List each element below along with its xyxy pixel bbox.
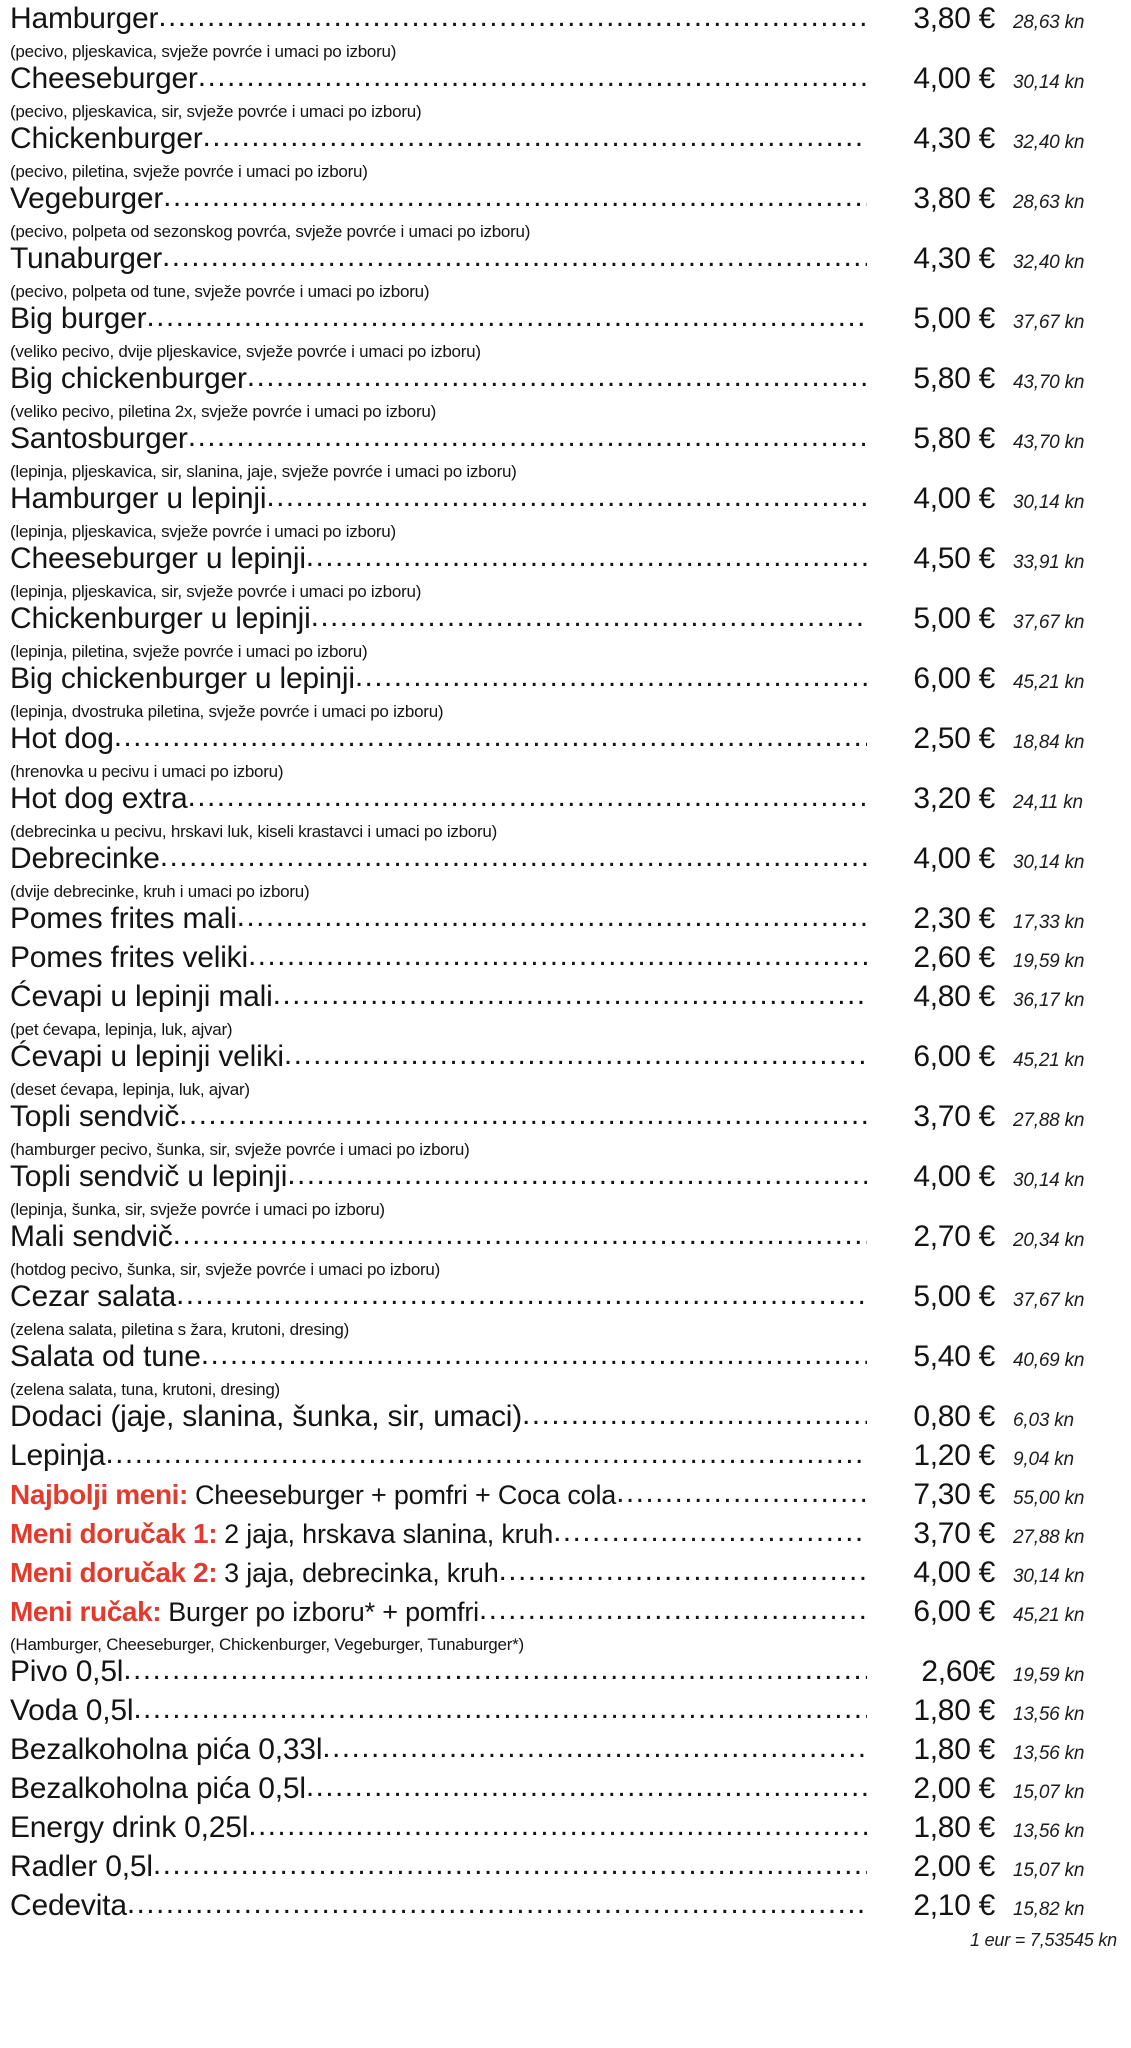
- menu-item-name: Energy drink 0,25l: [10, 1811, 249, 1844]
- menu-item-name-group: [10, 2, 867, 36]
- menu-item-description: (veliko pecivo, piletina 2x, svježe povrće i umaci po izboru): [10, 402, 437, 421]
- menu-item-name-group: [10, 122, 867, 156]
- menu-item-name-group: [10, 1694, 867, 1728]
- menu-item-name: Radler 0,5l: [10, 1850, 153, 1883]
- menu-item-row: [10, 122, 1123, 161]
- menu-item-price-kn: 13,56 kn: [1013, 1704, 1085, 1725]
- menu-item-row: [10, 362, 1123, 401]
- leader-dots: [162, 242, 867, 272]
- menu-item-name: 3 jaja, debrecinka, kruh: [224, 1558, 499, 1588]
- leader-dots: [499, 1557, 867, 1586]
- menu-item-name: Dodaci (jaje, slanina, šunka, sir, umaci): [10, 1400, 523, 1433]
- menu-item-name-group: [10, 1811, 867, 1845]
- menu-item-price-eur: 6,00 €: [913, 662, 995, 695]
- menu-item-price-eur: 4,00 €: [913, 1160, 995, 1193]
- menu-item-description: (hotdog pecivo, šunka, sir, svježe povrće i umaci po izboru): [10, 1260, 441, 1279]
- menu-item-price-kn: 30,14 kn: [1013, 72, 1085, 93]
- leader-dots: [355, 662, 867, 692]
- menu-item-description: (zelena salata, tuna, krutoni, dresing): [10, 1380, 280, 1399]
- leader-dots: [247, 362, 867, 392]
- leader-dots: [284, 1040, 867, 1070]
- menu-item-name: Cedevita: [10, 1889, 127, 1922]
- menu-item-name-group: [10, 1772, 867, 1806]
- menu-item-row: [10, 902, 1123, 941]
- menu-item-row: [10, 422, 1123, 461]
- menu-item-tag: Meni doručak 2:: [10, 1557, 218, 1588]
- menu-item-description: (lepinja, šunka, sir, svježe povrće i umaci po izboru): [10, 1200, 385, 1219]
- leader-dots: [553, 1518, 867, 1547]
- leader-dots: [311, 602, 867, 632]
- leader-dots: [163, 182, 867, 212]
- leader-dots: [114, 722, 867, 752]
- menu-item-price-eur: 3,70 €: [913, 1100, 995, 1133]
- leader-dots: [160, 842, 867, 872]
- menu-item-row: [10, 1733, 1123, 1772]
- menu-item-name: Chickenburger u lepinji: [10, 602, 311, 635]
- leader-dots: [176, 1280, 867, 1310]
- menu-item-price-eur: 5,80 €: [913, 362, 995, 395]
- leader-dots: [173, 1220, 867, 1250]
- menu-item-price-kn: 19,59 kn: [1013, 1665, 1085, 1686]
- leader-dots: [127, 1889, 867, 1919]
- menu-item-price-kn: 15,07 kn: [1013, 1860, 1085, 1881]
- leader-dots: [198, 62, 867, 92]
- menu-item-name: Cheeseburger + pomfri + Coca cola: [194, 1480, 617, 1510]
- menu-item-price-kn: 24,11 kn: [1013, 792, 1083, 813]
- menu-item-name: Ćevapi u lepinji veliki: [10, 1040, 284, 1073]
- menu-item-price-eur: 4,00 €: [913, 1556, 995, 1589]
- menu-item-row: [10, 941, 1123, 980]
- menu-item-name: Chickenburger: [10, 122, 203, 155]
- menu-item-name: Cezar salata: [10, 1280, 177, 1313]
- menu-item-tag: Meni doručak 1:: [10, 1518, 218, 1549]
- menu-item-name: Debrecinke: [10, 842, 160, 875]
- menu-item-description: (pecivo, pljeskavica, sir, svježe povrće i umaci po izboru): [10, 102, 422, 121]
- menu-item-name-group: [10, 1850, 867, 1884]
- menu-item-price-kn: 28,63 kn: [1013, 192, 1085, 213]
- menu-item-price-eur: 3,80 €: [913, 182, 995, 215]
- leader-dots: [188, 422, 867, 452]
- menu-item-price-eur: 2,60€: [921, 1655, 995, 1688]
- menu-item-row: [10, 542, 1123, 581]
- menu-item-name-group: [10, 302, 867, 336]
- menu-item-price-kn: 37,67 kn: [1013, 612, 1085, 633]
- menu-item-name: Bezalkoholna pića 0,33l: [10, 1733, 323, 1766]
- leader-dots: [522, 1400, 867, 1430]
- menu-item-row: [10, 722, 1123, 761]
- menu-item-price-eur: 4,50 €: [913, 542, 995, 575]
- leader-dots: [146, 302, 867, 332]
- menu-item-price-kn: 28,63 kn: [1013, 12, 1085, 33]
- menu-item-name-group: [10, 1655, 867, 1689]
- menu-item-price-eur: 5,80 €: [913, 422, 995, 455]
- menu-item-row: [10, 182, 1123, 221]
- menu-item-name: Pomes frites veliki: [10, 941, 248, 974]
- menu-item-name: Vegeburger: [10, 182, 164, 215]
- menu-item-row: [10, 482, 1123, 521]
- menu-item-price-kn: 40,69 kn: [1013, 1350, 1085, 1371]
- menu-item-price-kn: 13,56 kn: [1013, 1821, 1085, 1842]
- menu-item-price-eur: 1,20 €: [913, 1439, 995, 1472]
- menu-item-row: [10, 2, 1123, 41]
- menu-item-row: [10, 1595, 1123, 1634]
- menu-item-description: (pecivo, piletina, svježe povrće i umaci po izboru): [10, 162, 368, 181]
- menu-item-name: Burger po izboru* + pomfri: [168, 1597, 479, 1627]
- menu-item-name-group: [10, 1439, 867, 1473]
- menu-item-row: [10, 1478, 1123, 1517]
- menu-item-name: 2 jaja, hrskava slanina, kruh: [224, 1519, 554, 1549]
- menu-item-row: [10, 1889, 1123, 1928]
- menu-item-name-group: [10, 1040, 867, 1074]
- menu-item-row: [10, 1439, 1123, 1478]
- menu-item-price-kn: 43,70 kn: [1013, 432, 1085, 453]
- leader-dots: [153, 1850, 867, 1880]
- menu-item-row: [10, 1340, 1123, 1379]
- menu-item-description: (veliko pecivo, dvije pljeskavice, svježe povrće i umaci po izboru): [10, 342, 481, 361]
- menu-item-description: (hrenovka u pecivu i umaci po izboru): [10, 762, 284, 781]
- menu-item-row: [10, 242, 1123, 281]
- menu-item-price-kn: 37,67 kn: [1013, 1290, 1085, 1311]
- currency-conversion-note: 1 eur = 7,53545 kn: [969, 1930, 1117, 1950]
- leader-dots: [123, 1655, 867, 1685]
- leader-dots: [105, 1439, 867, 1469]
- menu-item-price-eur: 3,70 €: [913, 1517, 995, 1550]
- menu-item-description: (pet ćevapa, lepinja, luk, ajvar): [10, 1020, 233, 1039]
- menu-item-price-kn: 9,04 kn: [1013, 1449, 1074, 1470]
- menu-item-price-eur: 4,00 €: [913, 62, 995, 95]
- menu-item-name-group: [10, 1280, 867, 1314]
- menu-item-description: (pecivo, polpeta od sezonskog povrća, svježe povrće i umaci po izboru): [10, 222, 531, 241]
- menu-item-price-kn: 37,67 kn: [1013, 312, 1085, 333]
- menu-item-name: Pomes frites mali: [10, 902, 237, 935]
- menu-item-price-kn: 43,70 kn: [1013, 372, 1085, 393]
- leader-dots: [201, 1340, 867, 1370]
- leader-dots: [287, 1160, 867, 1190]
- menu-item-price-eur: 3,20 €: [913, 782, 995, 815]
- menu-item-price-eur: 5,00 €: [913, 302, 995, 335]
- menu-item-name: Voda 0,5l: [10, 1694, 134, 1727]
- menu-item-row: [10, 980, 1123, 1019]
- menu-item-name: Cheeseburger: [10, 62, 198, 95]
- menu-item-description: (lepinja, pljeskavica, sir, svježe povrće i umaci po izboru): [10, 582, 422, 601]
- menu-item-price-kn: 18,84 kn: [1013, 732, 1085, 753]
- menu-item-description: (lepinja, pljeskavica, svježe povrće i umaci po izboru): [10, 522, 396, 541]
- menu-item-name: Pivo 0,5l: [10, 1655, 124, 1688]
- menu-item-price-kn: 33,91 kn: [1013, 552, 1085, 573]
- menu-item-name-group: [10, 182, 867, 216]
- leader-dots: [248, 941, 867, 971]
- leader-dots: [203, 122, 867, 152]
- menu-item-price-kn: 30,14 kn: [1013, 852, 1085, 873]
- menu-item-price-eur: 4,00 €: [913, 482, 995, 515]
- menu-item-price-kn: 45,21 kn: [1013, 672, 1085, 693]
- menu-item-price-kn: 55,00 kn: [1013, 1488, 1085, 1509]
- menu-item-row: [10, 1811, 1123, 1850]
- menu-item-name-group: [10, 1100, 867, 1134]
- menu-item-name: Tunaburger: [10, 242, 162, 275]
- menu-item-price-eur: 2,00 €: [913, 1850, 995, 1883]
- leader-dots: [188, 782, 867, 812]
- menu-item-price-kn: 30,14 kn: [1013, 492, 1085, 513]
- menu-item-price-eur: 4,00 €: [913, 842, 995, 875]
- menu-item-name: Hot dog extra: [10, 782, 188, 815]
- menu-item-price-kn: 27,88 kn: [1013, 1527, 1085, 1548]
- menu-item-name: Hamburger u lepinji: [10, 482, 267, 515]
- menu-item-description: (lepinja, pljeskavica, sir, slanina, jaje, svježe povrće i umaci po izboru): [10, 462, 517, 481]
- leader-dots: [306, 1772, 867, 1802]
- menu-item-description: (pecivo, pljeskavica, svježe povrće i umaci po izboru): [10, 42, 397, 61]
- menu-item-row: [10, 782, 1123, 821]
- menu-item-name-group: [10, 1596, 867, 1628]
- menu-item-price-eur: 2,00 €: [913, 1772, 995, 1805]
- menu-item-row: [10, 62, 1123, 101]
- menu-item-row: [10, 1100, 1123, 1139]
- menu-item-row: [10, 842, 1123, 881]
- menu-item-price-eur: 2,60 €: [913, 941, 995, 974]
- menu-item-name: Big chickenburger u lepinji: [10, 662, 355, 695]
- menu-item-name: Salata od tune: [10, 1340, 201, 1373]
- menu-item-price-kn: 27,88 kn: [1013, 1110, 1085, 1131]
- menu-item-price-eur: 2,50 €: [913, 722, 995, 755]
- menu-item-price-eur: 4,30 €: [913, 122, 995, 155]
- menu-item-row: [10, 1400, 1123, 1439]
- menu-item-name: Hot dog: [10, 722, 114, 755]
- menu-item-tag: Meni ručak:: [10, 1596, 162, 1627]
- leader-dots: [158, 2, 867, 32]
- leader-dots: [479, 1596, 867, 1625]
- menu-item-name-group: [10, 1518, 867, 1550]
- menu-item-row: [10, 1556, 1123, 1595]
- menu-item-price-eur: 2,30 €: [913, 902, 995, 935]
- menu-item-price-kn: 32,40 kn: [1013, 252, 1085, 273]
- menu-item-price-eur: 6,00 €: [913, 1595, 995, 1628]
- menu-item-name-group: [10, 362, 867, 396]
- menu-item-name-group: [10, 1340, 867, 1374]
- menu-item-name-group: [10, 1479, 867, 1511]
- menu-item-row: [10, 1280, 1123, 1319]
- leader-dots: [266, 482, 867, 512]
- menu-item-price-eur: 1,80 €: [913, 1811, 995, 1844]
- menu-item-name: Bezalkoholna pića 0,5l: [10, 1772, 306, 1805]
- menu-item-name-group: [10, 980, 867, 1014]
- menu-item-name: Santosburger: [10, 422, 188, 455]
- leader-dots: [248, 1811, 867, 1841]
- leader-dots: [179, 1100, 867, 1130]
- menu-item-row: [10, 602, 1123, 641]
- menu-item-name: Hamburger: [10, 2, 159, 35]
- menu-item-description: (debrecinka u pecivu, hrskavi luk, kiseli krastavci i umaci po izboru): [10, 822, 498, 841]
- menu-item-price-kn: 32,40 kn: [1013, 132, 1085, 153]
- menu-item-price-kn: 45,21 kn: [1013, 1605, 1085, 1626]
- menu-item-name-group: [10, 722, 867, 756]
- menu-item-price-kn: 19,59 kn: [1013, 951, 1085, 972]
- menu-item-price-eur: 1,80 €: [913, 1733, 995, 1766]
- menu-item-description: (lepinja, piletina, svježe povrće i umaci po izboru): [10, 642, 368, 661]
- menu-item-price-eur: 2,10 €: [913, 1889, 995, 1922]
- menu-item-name-group: [10, 1160, 867, 1194]
- menu-item-price-eur: 5,00 €: [913, 1280, 995, 1313]
- menu-item-description: (Hamburger, Cheeseburger, Chickenburger, Vegeburger, Tunaburger*): [10, 1635, 524, 1654]
- menu-item-price-eur: 0,80 €: [913, 1400, 995, 1433]
- leader-dots: [133, 1694, 867, 1724]
- menu-item-description: (pecivo, polpeta od tune, svježe povrće i umaci po izboru): [10, 282, 430, 301]
- menu-item-tag: Najbolji meni:: [10, 1479, 188, 1510]
- menu-item-price-kn: 6,03 kn: [1013, 1410, 1074, 1431]
- menu-item-row: [10, 302, 1123, 341]
- leader-dots: [237, 902, 867, 932]
- menu-item-name: Ćevapi u lepinji mali: [10, 980, 273, 1013]
- leader-dots: [306, 542, 867, 572]
- menu-item-name: Cheeseburger u lepinji: [10, 542, 306, 575]
- menu-item-name-group: [10, 1889, 867, 1923]
- menu-item-name-group: [10, 782, 867, 816]
- menu-item-description: (lepinja, dvostruka piletina, svježe povrće i umaci po izboru): [10, 702, 444, 721]
- leader-dots: [273, 980, 867, 1010]
- menu-item-price-kn: 15,07 kn: [1013, 1782, 1085, 1803]
- menu-item-price-kn: 17,33 kn: [1013, 912, 1085, 933]
- menu-item-description: (hamburger pecivo, šunka, sir, svježe povrće i umaci po izboru): [10, 1140, 470, 1159]
- menu-item-name-group: [10, 482, 867, 516]
- menu-item-name: Big chickenburger: [10, 362, 247, 395]
- menu-item-name-group: [10, 941, 867, 975]
- menu-item-price-kn: 30,14 kn: [1013, 1170, 1085, 1191]
- menu-item-name-group: [10, 842, 867, 876]
- menu-item-row: [10, 1517, 1123, 1556]
- menu-item-row: [10, 662, 1123, 701]
- menu-item-description: (dvije debrecinke, kruh i umaci po izboru): [10, 882, 310, 901]
- menu-item-row: [10, 1655, 1123, 1694]
- menu-item-name-group: [10, 1733, 867, 1767]
- menu-item-price-kn: 45,21 kn: [1013, 1050, 1085, 1071]
- menu-item-price-kn: 20,34 kn: [1013, 1230, 1085, 1251]
- menu-item-price-kn: 15,82 kn: [1013, 1899, 1085, 1920]
- menu-item-price-eur: 2,70 €: [913, 1220, 995, 1253]
- menu-item-name-group: [10, 422, 867, 456]
- leader-dots: [616, 1479, 867, 1508]
- menu-item-name-group: [10, 1220, 867, 1254]
- menu-item-name-group: [10, 542, 867, 576]
- menu-item-row: [10, 1772, 1123, 1811]
- menu-item-price-eur: 4,30 €: [913, 242, 995, 275]
- menu-item-row: [10, 1694, 1123, 1733]
- menu-item-name: Topli sendvič: [10, 1100, 180, 1133]
- menu-item-price-kn: 36,17 kn: [1013, 990, 1085, 1011]
- menu-item-name: Big burger: [10, 302, 147, 335]
- leader-dots: [322, 1733, 867, 1763]
- menu-item-description: (zelena salata, piletina s žara, krutoni, dresing): [10, 1320, 350, 1339]
- menu-item-row: [10, 1850, 1123, 1889]
- menu-item-price-eur: 1,80 €: [913, 1694, 995, 1727]
- menu-item-name-group: [10, 242, 867, 276]
- menu-item-price-eur: 6,00 €: [913, 1040, 995, 1073]
- menu-item-name-group: [10, 1400, 867, 1434]
- menu-item-name-group: [10, 62, 867, 96]
- menu-item-row: [10, 1220, 1123, 1259]
- menu-item-price-eur: 5,00 €: [913, 602, 995, 635]
- menu-item-price-kn: 13,56 kn: [1013, 1743, 1085, 1764]
- menu-item-description: (deset ćevapa, lepinja, luk, ajvar): [10, 1080, 250, 1099]
- menu-item-price-eur: 3,80 €: [913, 2, 995, 35]
- menu-item-price-eur: 4,80 €: [913, 980, 995, 1013]
- menu-item-row: [10, 1160, 1123, 1199]
- menu-item-name: Topli sendvič u lepinji: [10, 1160, 288, 1193]
- menu-item-name-group: [10, 662, 867, 696]
- menu-item-name-group: [10, 902, 867, 936]
- menu-item-name: Mali sendvič: [10, 1220, 173, 1253]
- menu-item-price-eur: 5,40 €: [913, 1340, 995, 1373]
- menu-item-price-kn: 30,14 kn: [1013, 1566, 1085, 1587]
- menu-item-name-group: [10, 1557, 867, 1589]
- menu-item-name: Lepinja: [10, 1439, 106, 1472]
- menu-item-name-group: [10, 602, 867, 636]
- menu-item-row: [10, 1040, 1123, 1079]
- menu-item-price-eur: 7,30 €: [913, 1478, 995, 1511]
